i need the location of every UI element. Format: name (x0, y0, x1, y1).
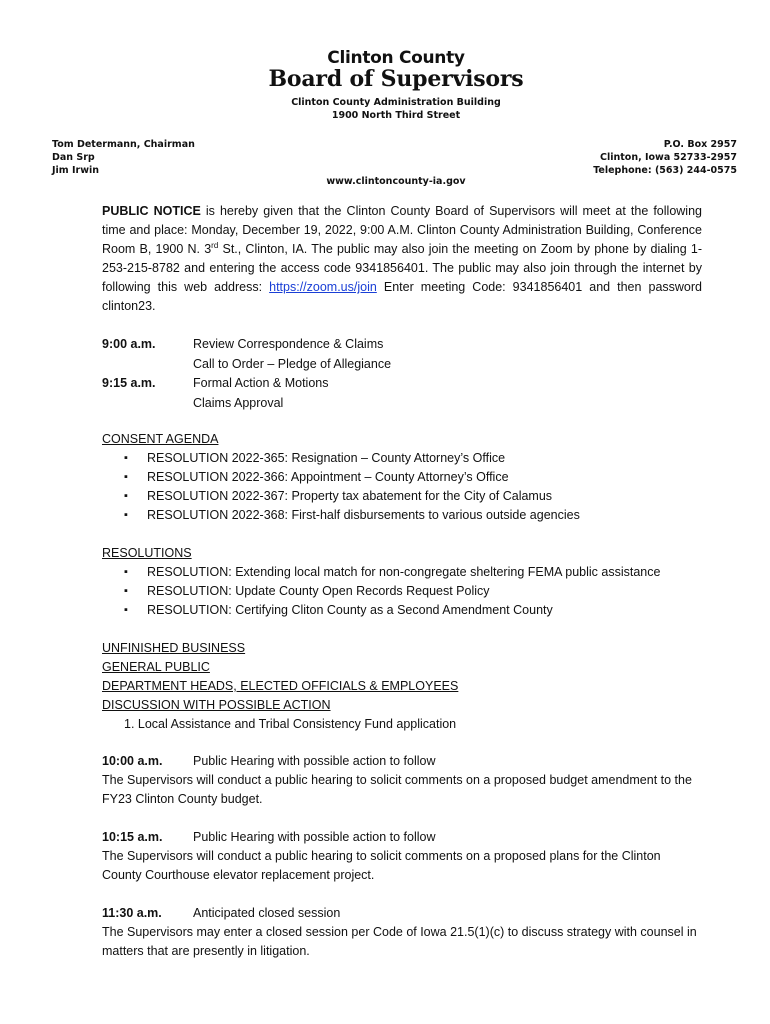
hearing-block (102, 752, 702, 809)
hearing-title: Public Hearing with possible action to follow (193, 754, 436, 768)
section-title: DEPARTMENT HEADS, ELECTED OFFICIALS & EMPLOYEES (102, 679, 459, 693)
list-item: ▪ RESOLUTION: Extending local match for non-congregate sheltering FEMA public assistance (102, 563, 702, 582)
notice-text: Enter meeting Code: 9341856401 and then password clinton23. (102, 280, 702, 313)
list-item: ▪ RESOLUTION 2022-365: Resignation – County Attorney’s Office (102, 449, 702, 468)
schedule-time (102, 394, 193, 414)
zoom-link[interactable]: https://zoom.us/join (269, 280, 377, 294)
hearing-description: The Supervisors may enter a closed session per Code of Iowa 21.5(1)(c) to discuss strategy with counsel in matters that are presently in litigation. (102, 925, 697, 958)
schedule-item: Call to Order – Pledge of Allegiance (193, 356, 392, 371)
square-bullet-icon: ▪ (124, 604, 128, 616)
section-title: RESOLUTIONS (102, 546, 192, 560)
schedule-row (102, 394, 702, 414)
list-item: ▪ RESOLUTION 2022-367: Property tax abatement for the City of Calamus (102, 487, 702, 506)
hearing-heading (102, 752, 702, 771)
hearing-description: The Supervisors will conduct a public hearing to solicit comments on a proposed budget amendment to the FY23 Clinton County budget. (102, 773, 692, 806)
hearing-heading (102, 828, 702, 847)
hearing-time: 10:00 a.m. (102, 754, 163, 768)
city-state-zip: Clinton, Iowa 52733-2957 (600, 152, 737, 163)
street-address: 1900 North Third Street (331, 110, 461, 121)
numbered-item: 1. Local Assistance and Tribal Consistency Fund application (124, 717, 457, 731)
hearing-block (102, 904, 702, 961)
list-item: ▪ RESOLUTION 2022-366: Appointment – County Attorney’s Office (102, 468, 702, 487)
website-link[interactable]: www.clintoncounty-ia.gov (326, 176, 466, 187)
schedule-item: Formal Action & Motions (193, 376, 329, 390)
schedule-time (102, 355, 193, 375)
telephone: Telephone: (563) 244-0575 (593, 165, 737, 176)
schedule-time: 9:15 a.m. (102, 376, 156, 390)
county-name: Clinton County (327, 48, 465, 68)
square-bullet-icon: ▪ (124, 490, 128, 502)
square-bullet-icon: ▪ (124, 452, 128, 464)
consent-agenda-list (102, 449, 702, 525)
ordinal-suffix: rd (211, 240, 219, 250)
hearing-title: Anticipated closed session (193, 906, 341, 920)
member: Dan Srp (52, 152, 95, 163)
schedule-time: 9:00 a.m. (102, 337, 156, 351)
board-title: Board of Supervisors (268, 66, 524, 92)
schedule (102, 335, 702, 413)
hearing-title: Public Hearing with possible action to follow (193, 830, 436, 844)
square-bullet-icon: ▪ (124, 566, 128, 578)
square-bullet-icon: ▪ (124, 585, 128, 597)
hearing-block (102, 828, 702, 885)
resolutions-section (102, 544, 702, 620)
schedule-row (102, 355, 702, 375)
schedule-row (102, 374, 702, 394)
notice-text: St., Clinton, IA. The public may also join the meeting on Zoom by phone by dialing 1-253-215-8782 and entering the access code 9341856401. The public may also join through the internet by following this web address: (102, 242, 702, 294)
hearing-time: 10:15 a.m. (102, 830, 163, 844)
list-item: ▪ RESOLUTION: Certifying Cliton County as a Second Amendment County (102, 601, 702, 620)
public-notice (102, 202, 702, 316)
list-item: ▪ RESOLUTION: Update County Open Records Request Policy (102, 582, 702, 601)
schedule-row (102, 335, 702, 355)
section-title: CONSENT AGENDA (102, 432, 219, 446)
hearing-heading (102, 904, 702, 923)
square-bullet-icon: ▪ (124, 509, 128, 521)
list-item: ▪ RESOLUTION 2022-368: First-half disbursements to various outside agencies (102, 506, 702, 525)
po-box: P.O. Box 2957 (663, 139, 737, 150)
notice-lead: PUBLIC NOTICE (102, 204, 201, 218)
section-title: UNFINISHED BUSINESS (102, 641, 246, 655)
schedule-item: Review Correspondence & Claims (193, 337, 384, 351)
other-sections (102, 639, 702, 734)
schedule-item: Claims Approval (193, 395, 284, 410)
contact-info (593, 138, 737, 177)
member: Jim Irwin (52, 165, 100, 176)
notice-text: is hereby given that the Clinton County Board of Supervisors will meet at the following time and place: Monday, December 19, 2022, 9:00 A.M. Clinton County Administration Building, Conference Room B, 1900 N. 3 (102, 204, 702, 256)
building-name: Clinton County Administration Building (291, 97, 501, 108)
section-title: DISCUSSION WITH POSSIBLE ACTION (102, 698, 331, 712)
resolutions-list (102, 563, 702, 620)
member-chairman: Tom Determann, Chairman (52, 139, 195, 150)
square-bullet-icon: ▪ (124, 471, 128, 483)
hearing-description: The Supervisors will conduct a public hearing to solicit comments on a proposed plans for the Clinton County Courthouse elevator replacement project. (102, 849, 661, 882)
section-title: GENERAL PUBLIC (102, 660, 210, 674)
hearing-time: 11:30 a.m. (102, 906, 162, 920)
supervisor-members (52, 138, 195, 177)
consent-agenda-section (102, 430, 702, 525)
